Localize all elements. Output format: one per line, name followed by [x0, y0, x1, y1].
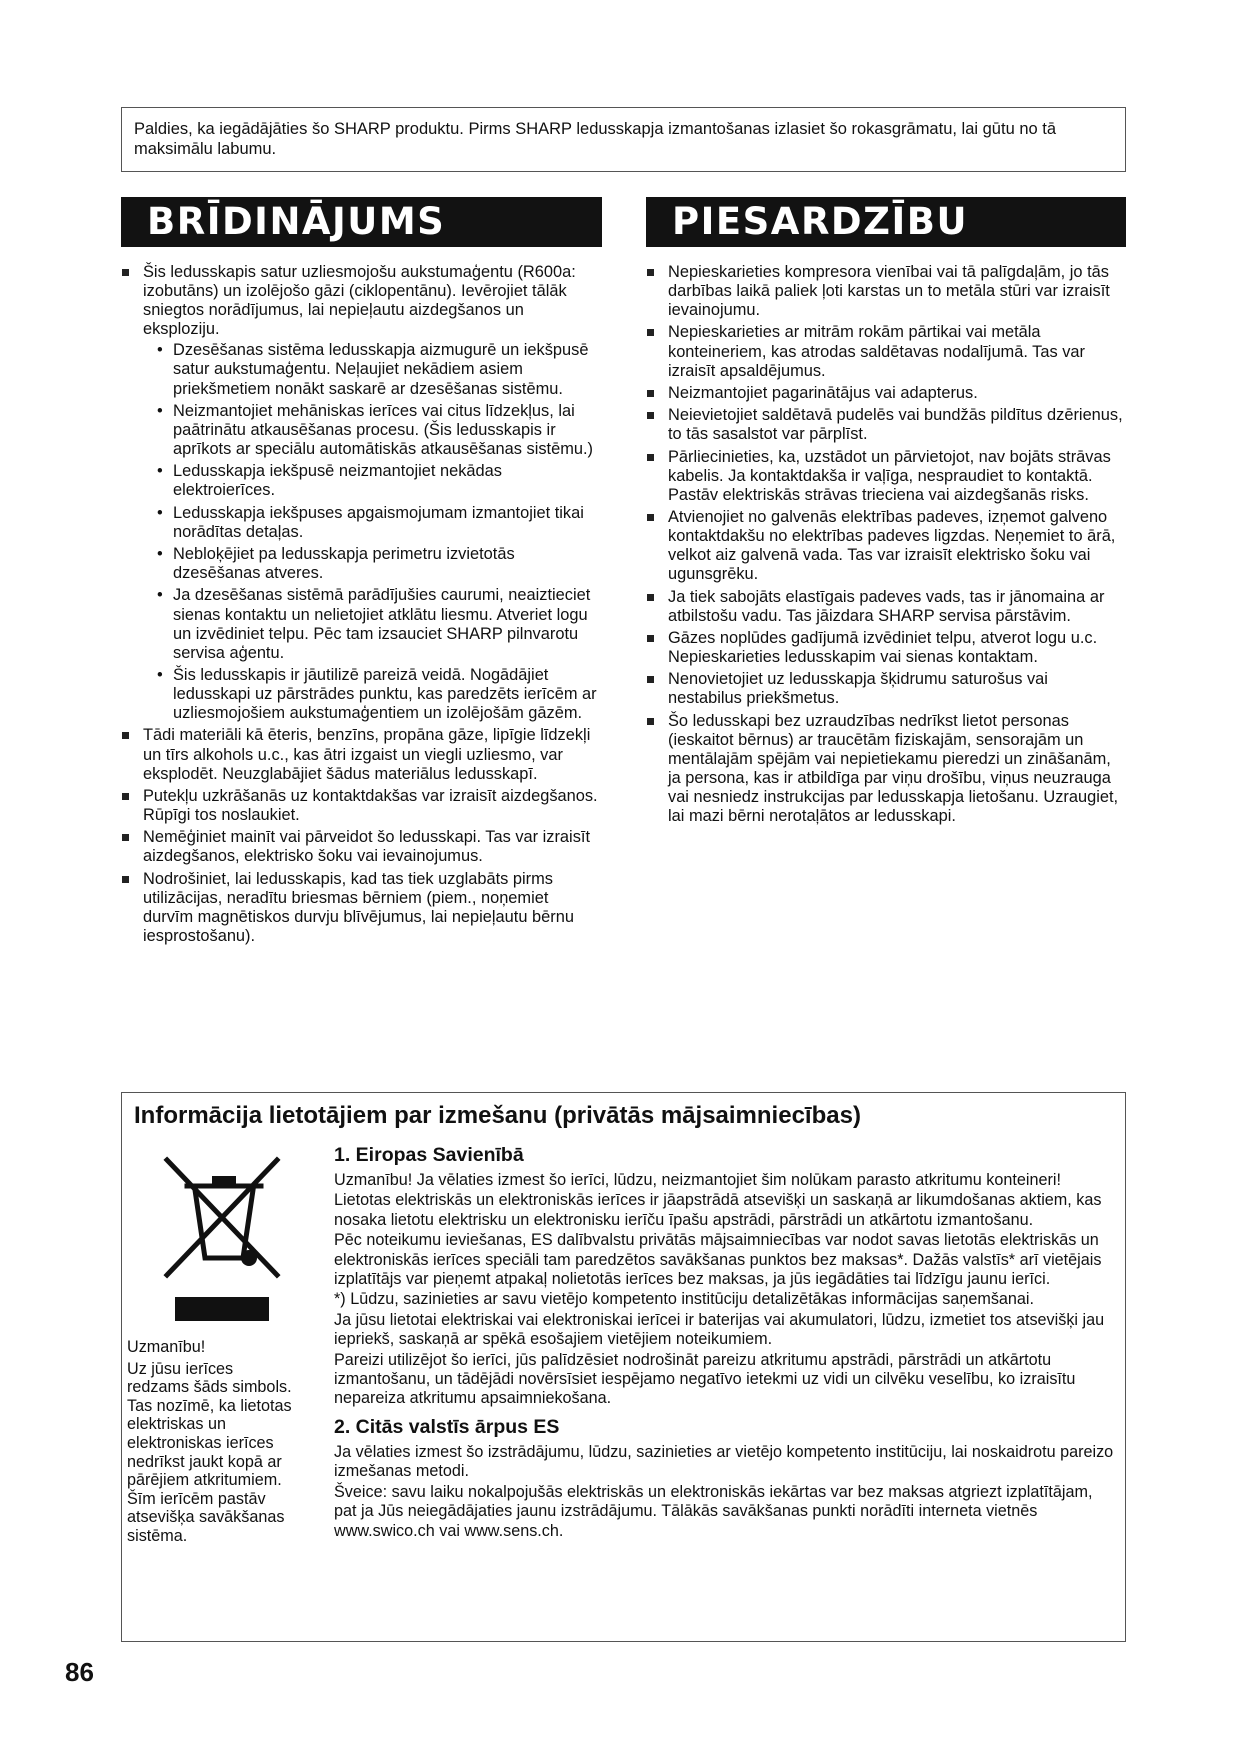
caution-item: Pārliecinieties, ka, uzstādot un pārvietojot, nav bojāts strāvas kabelis. Ja kontaktdakša ir vaļīga, nespraudiet to kontaktā. Pastāv elektriskās strāvas trieciena vai aizdegšanās risks. [646, 448, 1126, 505]
caution-item: Ja tiek sabojāts elastīgais padeves vads, tas ir jānomaina ar atbilstošu vadu. Tas jāizdara SHARP servisa pārstāvim. [646, 588, 1126, 626]
warning-item: Putekļu uzkrāšanās uz kontaktdakšas var izraisīt aizdegšanos. Rūpīgi tos noslaukiet. [121, 787, 602, 825]
disposal-info-box [121, 1092, 1126, 1642]
crossed-out-bin-icon [157, 1150, 287, 1330]
warning-section [121, 263, 602, 949]
caution-item: Nenovietojiet uz ledusskapja šķidrumu saturošus vai nestabilus priekšmetus. [646, 670, 1126, 708]
disposal-content [334, 1143, 1119, 1542]
caution-item: Neizmantojiet pagarinātājus vai adapterus. [646, 384, 1126, 403]
caution-item: Neievietojiet saldētavā pudelēs vai bundžās pildītus dzērienus, to tās sasalstot var pārplīst. [646, 406, 1126, 444]
caution-item: Atvienojiet no galvenās elektrības padeves, izņemot galveno kontaktdakšu no elektrības padeves ligzdas. Neņemiet to ārā, velkot aiz galvenā vada. Tas var izraisīt elektrisko šoku vai ugunsgrēku. [646, 508, 1126, 584]
caution-item: Nepieskarieties ar mitrām rokām pārtikai vai metāla konteineriem, kas atrodas saldētavas nodalījumā. Tas var izraisīt apsaldējumus. [646, 323, 1126, 380]
other-countries-heading: 2. Citās valstīs ārpus ES [334, 1415, 560, 1438]
warning-item: Nodrošiniet, lai ledusskapis, kad tas tiek uzglabāts pirms utilizācijas, neradītu briesmas bērniem (piem., noņemiet durvīm magnētiskos durvju blīvējumus, lai nepieļautu bērnu iesprostošanu). [121, 870, 602, 946]
warning-item: Tādi materiāli kā ēteris, benzīns, propāna gāze, lipīgie līdzekļi un tīrs alkohols u.c., kas ātri izgaist un viegli uzliesmo, var eksplodēt. Neuzglabājiet šādus materiālus ledusskapī. [121, 726, 602, 783]
symbol-text: Uz jūsu ierīces redzams šāds simbols. Tas nozīmē, ka lietotas elektriskas un elektroniskas ierīces nedrīkst jaukt kopā ar pārējiem atkritumiem. Šīm ierīcēm pastāv atsevišķa savākšanas sistēma. [127, 1359, 292, 1545]
caution-item: Gāzes noplūdes gadījumā izvēdiniet telpu, atverot logu u.c. Nepieskarieties ledusskapim vai sienas kontaktam. [646, 629, 1126, 667]
caution-section [646, 263, 1126, 830]
warning-subitem: • Ledusskapja iekšpuses apgaismojumam izmantojiet tikai norādītas detaļas. [143, 504, 602, 542]
warning-subitem: • Šis ledusskapis ir jāutilizē pareizā veidā. Nogādājiet ledusskapi uz pārstrādes punktu, kas paredzēts ierīcēm ar uzliesmojošiem aukstumaģentiem un izolējošām gāzēm. [143, 666, 602, 723]
eu-paragraph: *) Lūdzu, sazinieties ar savu vietējo kompetento institūciju detalizētākas informācijas saņemšanai. [334, 1290, 1035, 1309]
caution-item: Šo ledusskapi bez uzraudzības nedrīkst lietot personas (ieskaitot bērnus) ar traucētām fiziskajām, sensorajām un mentālajām spējām vai nepietiekamu pieredzi un zināšanām, ja persona, kas ir atbildīga par viņu drošību, viņus neuzrauga vai nesniedz instrukcijas par ledusskapja lietošanu. Uzraugiet, lai mazi bērni nerotaļātos ar ledusskapi. [646, 712, 1126, 827]
warning-subitem: • Nebloķējiet pa ledusskapja perimetru izvietotās dzesēšanas atveres. [143, 545, 602, 583]
warning-title: BRĪDINĀJUMS [121, 197, 602, 247]
eu-paragraph: Lietotas elektriskās un elektroniskās ierīces ir jāapstrādā atsevišķi un saskaņā ar likumdošanas aktiem, kas nosaka lietotu elektrisku un elektronisku ierīču īpašu apstrādi, pārstrādi un atkārtotu izmantošanu. [334, 1191, 1102, 1229]
symbol-heading: Uzmanību! [127, 1338, 206, 1356]
symbol-explanation [127, 1338, 299, 1549]
intro-box [121, 107, 1126, 172]
warning-item [121, 263, 602, 723]
eu-paragraph: Pareizi utilizējot šo ierīci, jūs palīdzēsiet nodrošināt pareizu atkritumu apstrādi, pārstrādi un atkārtotu izmantošanu, un tādējādi novērsīsiet iespējamo negatīvo ietekmi uz vidi un cilvēku veselību, ko izraisītu nepareiza atkritumu apsaimniekošana. [334, 1350, 1076, 1408]
caution-title: PIESARDZĪBU [646, 197, 1126, 247]
caution-item: Nepieskarieties kompresora vienībai vai tā palīgdaļām, jo tās darbības laikā paliek ļoti karstas un to metāla stūri var izraisīt ievainojumu. [646, 263, 1126, 320]
warning-item-text: Šis ledusskapis satur uzliesmojošu aukstumaģentu (R600a: izobutāns) un izolējošo gāzi (ciklopentānu). Ievērojiet tālāk sniegtos norādījumus, lai nepieļautu aizdegšanos un eksploziju. [143, 263, 576, 339]
eu-paragraph: Ja jūsu lietotai elektriskai vai elektroniskai ierīcei ir baterijas vai akumulatori, lūdzu, izmetiet tos atsevišķi jau iepriekš, saskaņā ar spēkā esošajiem vietējiem noteikumiem. [334, 1310, 1105, 1349]
eu-paragraph: Pēc noteikumu ieviešanas, ES dalībvalstu privātās mājsaimniecības var nodot savas lietotās elektriskās un elektroniskās ierīces speciāli tam paredzētos savākšanas punktos bez maksas*. Dažās valstīs* arī vietējais izplatītājs var pieņemt atpakaļ nolietotās ierīces bez maksas, ja jūs iegādāties tai līdzīgu jaunu ierīci. [334, 1231, 1102, 1289]
other-paragraph: Ja vēlaties izmest šo izstrādājumu, lūdzu, sazinieties ar vietējo kompetento institūciju, lai noskaidrotu pareizo izmešanas metodi. [334, 1442, 1114, 1481]
warning-subitem: • Neizmantojiet mehāniskas ierīces vai citus līdzekļus, lai paātrinātu atkausēšanas procesu. (Šis ledusskapis ir aprīkots ar speciālu automātiskās atkausēšanas sistēmu.) [143, 402, 602, 459]
warning-item: Nemēģiniet mainīt vai pārveidot šo ledusskapi. Tas var izraisīt aizdegšanos, elektrisko šoku vai ievainojumus. [121, 828, 602, 866]
eu-paragraph: Uzmanību! Ja vēlaties izmest šo ierīci, lūdzu, neizmantojiet šim nolūkam parasto atkritumu konteineri! [334, 1171, 1061, 1189]
eu-heading: 1. Eiropas Savienībā [334, 1144, 524, 1166]
intro-text: Paldies, ka iegādājāties šo SHARP produktu. Pirms SHARP ledusskapja izmantošanas izlasiet šo rokasgrāmatu, lai gūtu no tā maksimālu labumu. [134, 120, 1057, 158]
other-paragraph: Šveice: savu laiku nokalpojušās elektriskās un elektroniskās iekārtas var bez maksas atgriezt izplatītājam, pat ja Jūs neiegādājaties jaunu izstrādājumu. Tālākās savākšanas punkti norādīti interneta vietnēs www.swico.ch vai www.sens.ch. [334, 1482, 1093, 1540]
warning-subitem: • Ledusskapja iekšpusē neizmantojiet nekādas elektroierīces. [143, 462, 602, 500]
warning-subitem: • Ja dzesēšanas sistēmā parādījušies caurumi, neaiztieciet sienas kontaktu un nelietojiet atklātu liesmu. Atveriet logu un izvēdiniet telpu. Pēc tam izsauciet SHARP pilnvarotu servisa aģentu. [143, 586, 602, 662]
warning-subitem: • Dzesēšanas sistēma ledusskapja aizmugurē un iekšpusē satur aukstumaģentu. Neļaujiet nekādiem asiem priekšmetiem nonākt saskarē ar dzesēšanas sistēmu. [143, 341, 602, 398]
disposal-title: Informācija lietotājiem par izmešanu (privātās mājsaimniecības) [134, 1102, 861, 1129]
page-number: 86 [65, 1657, 94, 1687]
